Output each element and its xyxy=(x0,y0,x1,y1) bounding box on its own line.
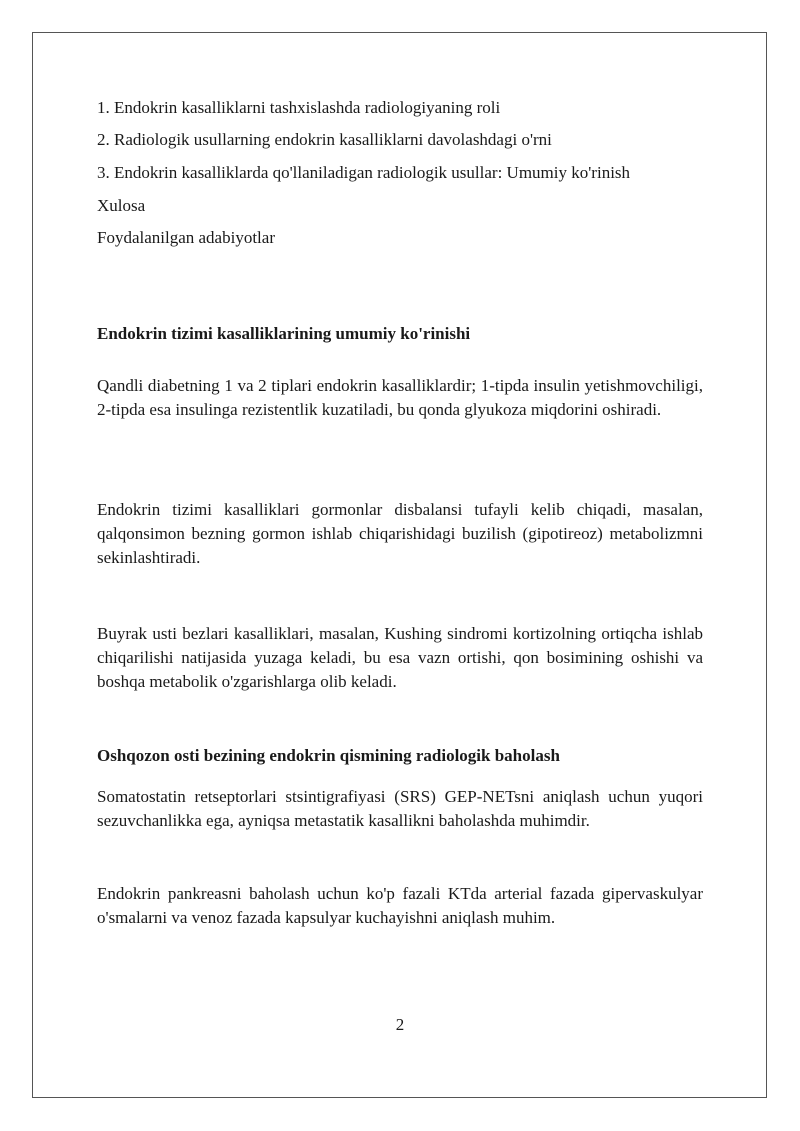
section-heading-pancreas: Oshqozon osti bezining endokrin qismining radiologik baholash xyxy=(97,746,560,765)
section-heading-endocrine-overview: Endokrin tizimi kasalliklarining umumiy ko'rinishi xyxy=(97,324,471,343)
paragraph-adrenal: Buyrak usti bezlari kasalliklari, masalan, Kushing sindromi kortizolning ortiqcha ishlab chiqarilishi natijasida yuzaga keladi, bu esa vazn ortishi, qon bosimining oshishi va boshqa metabolik o'zgarishlarga olib keladi. xyxy=(97,624,703,691)
toc-item-3: 3. Endokrin kasalliklarda qo'llaniladigan radiologik usullar: Umumiy ko'rinish xyxy=(97,163,631,182)
paragraph-diabetes: Qandli diabetning 1 va 2 tiplari endokrin kasalliklardir; 1-tipda insulin yetishmovchiligi, 2-tipda esa insulinga rezistentlik kuzatiladi, bu qonda glyukoza miqdorini oshiradi. xyxy=(97,376,703,419)
paragraph-hormone-imbalance: Endokrin tizimi kasalliklari gormonlar disbalansi tufayli kelib chiqadi, masalan, qalqonsimon bezning gormon ishlab chiqarishidagi buzilish (gipotireoz) metabolizmni sekinlashtiradi. xyxy=(97,500,703,567)
toc-item-2: 2. Radiologik usullarning endokrin kasalliklarni davolashdagi o'rni xyxy=(97,130,552,149)
page-number: 2 xyxy=(395,1015,405,1034)
toc-item-conclusion: Xulosa xyxy=(97,196,146,215)
paragraph-srs: Somatostatin retseptorlari stsintigrafiyasi (SRS) GEP-NETsni aniqlash uchun yuqori sezuvchanlikka ega, ayniqsa metastatik kasallikni baholashda muhimdir. xyxy=(97,787,703,830)
toc-item-1: 1. Endokrin kasalliklarni tashxislashda radiologiyaning roli xyxy=(97,98,501,117)
paragraph-multiphase-ct: Endokrin pankreasni baholash uchun ko'p fazali KTda arterial fazada gipervaskulyar o'smalarni va venoz fazada kapsulyar kuchayishni aniqlash muhim. xyxy=(97,884,703,927)
toc-item-references: Foydalanilgan adabiyotlar xyxy=(97,228,275,247)
